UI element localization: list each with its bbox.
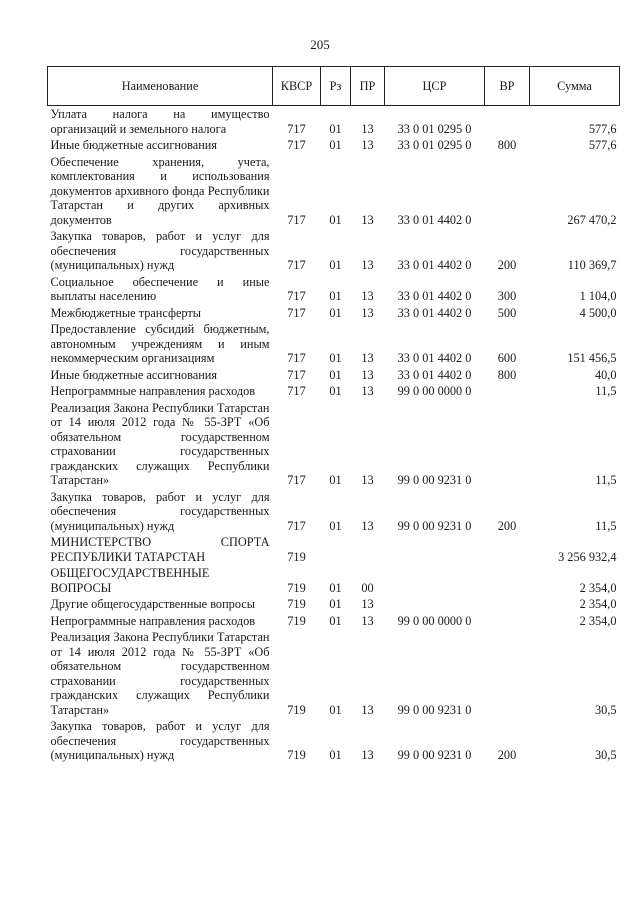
row-csr: 33 0 01 0295 0 [397, 121, 472, 136]
row-pr: 13 [361, 351, 374, 365]
row-csr: 99 0 00 9231 0 [397, 473, 472, 487]
row-kvsr: 717 [287, 367, 306, 382]
table-row [48, 718, 620, 764]
row-rz: 01 [329, 613, 342, 628]
row-name: Закупка товаров, работ и услуг для обеспечения государственных (муниципальных) нужд [50, 489, 270, 533]
row-kvsr: 717 [287, 305, 306, 320]
row-name: Закупка товаров, работ и услуг для обеспечения государственных (муниципальных) нужд [50, 719, 270, 762]
row-name: Межбюджетные трансферты [50, 305, 202, 320]
row-rz: 01 [329, 138, 342, 152]
row-csr: 33 0 01 4402 0 [397, 305, 472, 320]
row-vr [485, 154, 530, 229]
table-row [48, 228, 620, 274]
row-vr: 200 [497, 748, 517, 762]
header-name: Наименование [48, 67, 273, 106]
row-csr: 99 0 00 9231 0 [397, 518, 472, 533]
row-csr: 33 0 01 4402 0 [397, 367, 472, 382]
row-pr: 13 [361, 702, 374, 717]
row-sum: 1 104,0 [579, 289, 617, 303]
row-name: Социальное обеспечение и иные выплаты населению [50, 274, 270, 303]
row-csr: 33 0 01 0295 0 [397, 138, 472, 152]
header-kvsr: КВСР [273, 67, 321, 106]
row-sum: 40,0 [594, 367, 617, 382]
table-row [48, 534, 620, 565]
row-rz: 01 [329, 367, 342, 382]
row-name: МИНИСТЕРСТВО СПОРТА РЕСПУБЛИКИ ТАТАРСТАН [50, 535, 270, 564]
row-kvsr: 717 [287, 351, 306, 365]
row-vr [485, 534, 530, 565]
header-csr: ЦСР [385, 67, 485, 106]
row-sum: 2 354,0 [579, 597, 617, 611]
row-vr: 600 [497, 351, 517, 365]
row-name: Обеспечение хранения, учета, комплектования и использования документов архивного фонда Республики Татарстан и других архивных документов [50, 154, 270, 227]
row-rz: 01 [329, 212, 342, 227]
row-vr [485, 613, 530, 630]
row-rz: 01 [329, 702, 342, 717]
row-csr: 33 0 01 4402 0 [397, 351, 472, 365]
row-name: Реализация Закона Республики Татарстан от 14 июля 2012 года № 55-ЗРТ «Об обязательном государственном страховании государственных гражданских служащих Республики Татарстан» [50, 630, 270, 717]
table-body [48, 106, 620, 764]
row-name: Иные бюджетные ассигнования [50, 138, 218, 152]
row-pr [351, 534, 385, 565]
row-kvsr: 719 [287, 613, 306, 628]
row-name: Непрограммные направления расходов [50, 613, 256, 628]
row-sum: 2 354,0 [579, 580, 617, 595]
row-rz: 01 [329, 748, 342, 762]
row-csr [385, 596, 485, 613]
table-row [48, 305, 620, 322]
table-row [48, 106, 620, 138]
row-sum: 30,5 [594, 702, 617, 717]
row-pr: 13 [361, 289, 374, 303]
row-csr [385, 565, 485, 596]
row-kvsr: 717 [287, 212, 306, 227]
row-csr: 99 0 00 0000 0 [397, 384, 472, 398]
row-vr: 200 [497, 518, 517, 533]
row-kvsr: 717 [287, 473, 306, 487]
table-row [48, 489, 620, 535]
row-rz: 01 [329, 384, 342, 398]
row-rz: 01 [329, 351, 342, 365]
table-row [48, 565, 620, 596]
row-csr: 99 0 00 0000 0 [397, 613, 472, 628]
row-kvsr: 719 [287, 702, 306, 717]
row-vr [485, 106, 530, 138]
row-sum: 110 369,7 [567, 258, 617, 272]
row-kvsr: 717 [287, 384, 306, 398]
table-row [48, 383, 620, 400]
row-sum: 11,5 [595, 518, 617, 533]
row-name: Иные бюджетные ассигнования [50, 367, 218, 382]
row-kvsr: 719 [287, 748, 306, 762]
row-pr: 13 [361, 258, 374, 272]
row-csr: 99 0 00 9231 0 [397, 702, 472, 717]
row-rz: 01 [329, 258, 342, 272]
header-sum: Сумма [530, 67, 620, 106]
row-name: ОБЩЕГОСУДАРСТВЕННЫЕ ВОПРОСЫ [50, 566, 210, 595]
row-sum: 267 470,2 [567, 212, 617, 227]
row-rz: 01 [329, 580, 342, 595]
row-pr: 13 [361, 613, 374, 628]
row-vr [485, 596, 530, 613]
budget-table [47, 66, 620, 764]
row-sum: 11,5 [595, 473, 617, 487]
header-pr: ПР [351, 67, 385, 106]
row-sum: 577,6 [588, 121, 617, 136]
row-pr: 13 [361, 597, 374, 611]
row-kvsr: 717 [287, 518, 306, 533]
row-vr: 800 [497, 138, 517, 152]
row-name: Закупка товаров, работ и услуг для обеспечения государственных (муниципальных) нужд [50, 229, 270, 272]
table-row [48, 613, 620, 630]
row-vr [485, 400, 530, 489]
page-number: 205 [310, 37, 330, 52]
row-csr [385, 534, 485, 565]
row-sum: 4 500,0 [579, 305, 617, 320]
row-name: Уплата налога на имущество организаций и земельного налога [50, 107, 270, 136]
row-pr: 00 [361, 580, 374, 595]
row-kvsr: 717 [287, 121, 306, 136]
row-kvsr: 719 [287, 549, 306, 564]
table-header-row [48, 67, 620, 106]
table-row [48, 367, 620, 384]
table-row [48, 400, 620, 489]
row-rz: 01 [329, 597, 342, 611]
row-name: Реализация Закона Республики Татарстан от 14 июля 2012 года № 55-ЗРТ «Об обязательном государственном страховании государственных гражданских служащих Республики Татарстан» [50, 400, 270, 487]
row-kvsr: 717 [287, 289, 306, 303]
row-rz [321, 534, 351, 565]
row-csr: 33 0 01 4402 0 [397, 258, 472, 272]
table-row [48, 629, 620, 718]
header-vr: ВР [485, 67, 530, 106]
table-row [48, 321, 620, 367]
row-rz: 01 [329, 121, 342, 136]
row-sum: 151 456,5 [567, 351, 617, 365]
row-kvsr: 719 [287, 580, 306, 595]
row-sum: 577,6 [588, 138, 617, 152]
row-kvsr: 719 [287, 597, 306, 611]
row-name: Непрограммные направления расходов [50, 384, 256, 398]
row-vr: 500 [497, 305, 517, 320]
row-csr: 99 0 00 9231 0 [397, 748, 472, 762]
row-pr: 13 [361, 138, 374, 152]
row-rz: 01 [329, 473, 342, 487]
row-kvsr: 717 [287, 258, 306, 272]
row-sum: 11,5 [595, 384, 617, 398]
row-pr: 13 [361, 518, 374, 533]
table-row [48, 274, 620, 305]
row-vr: 800 [497, 367, 517, 382]
row-name: Предоставление субсидий бюджетным, автономным учреждениям и иным некоммерческим организациям [50, 322, 270, 365]
row-rz: 01 [329, 289, 342, 303]
row-vr: 300 [497, 289, 517, 303]
table-row [48, 154, 620, 229]
row-pr: 13 [361, 473, 374, 487]
row-sum: 2 354,0 [579, 613, 617, 628]
row-csr: 33 0 01 4402 0 [397, 212, 472, 227]
header-rz: Рз [321, 67, 351, 106]
row-pr: 13 [361, 212, 374, 227]
row-vr [485, 629, 530, 718]
row-pr: 13 [361, 305, 374, 320]
row-kvsr: 717 [287, 138, 306, 152]
row-rz: 01 [329, 518, 342, 533]
row-vr [485, 565, 530, 596]
table-row [48, 137, 620, 154]
row-vr: 200 [497, 258, 517, 272]
table-row [48, 596, 620, 613]
row-csr: 33 0 01 4402 0 [397, 289, 472, 303]
row-rz: 01 [329, 305, 342, 320]
row-pr: 13 [361, 748, 374, 762]
row-vr [485, 383, 530, 400]
row-pr: 13 [361, 121, 374, 136]
row-name: Другие общегосударственные вопросы [50, 597, 255, 611]
row-sum: 3 256 932,4 [558, 549, 617, 564]
row-pr: 13 [361, 384, 374, 398]
row-pr: 13 [361, 367, 374, 382]
row-sum: 30,5 [594, 748, 617, 762]
